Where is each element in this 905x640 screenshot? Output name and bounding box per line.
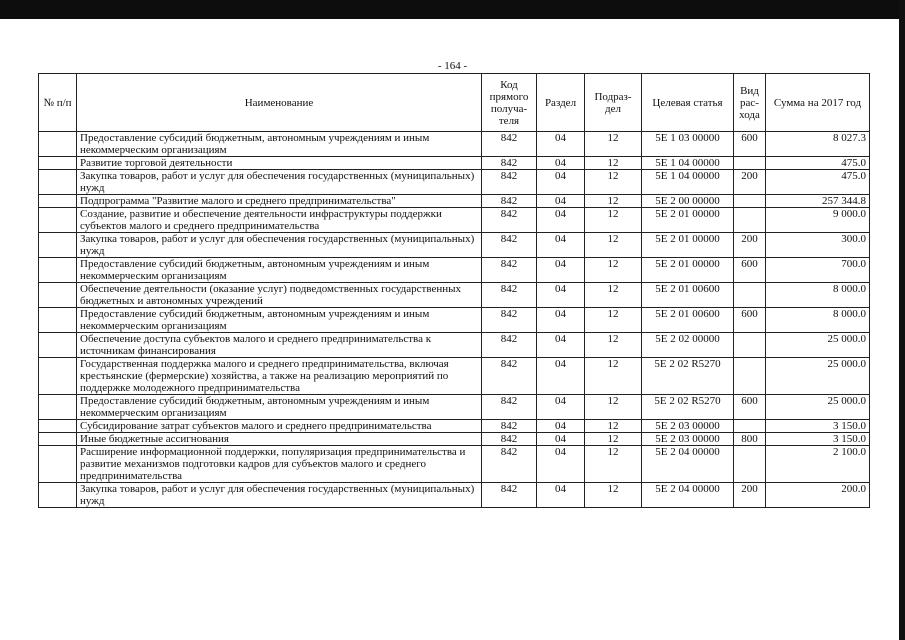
row-code: 842 — [482, 446, 537, 483]
row-sum: 8 000.0 — [766, 308, 870, 333]
table-row — [39, 358, 870, 395]
row-code: 842 — [482, 208, 537, 233]
row-code: 842 — [482, 157, 537, 170]
row-code: 842 — [482, 358, 537, 395]
row-type — [734, 358, 766, 395]
row-name: Предоставление субсидий бюджетным, автономным учреждениям и иным некоммерческим организациям — [77, 395, 482, 420]
row-sum: 200.0 — [766, 483, 870, 508]
row-type: 200 — [734, 170, 766, 195]
table-row — [39, 170, 870, 195]
row-type: 200 — [734, 233, 766, 258]
row-target: 5Е 2 02 R5270 — [642, 358, 734, 395]
table-row — [39, 433, 870, 446]
row-num — [39, 283, 77, 308]
row-target: 5Е 1 04 00000 — [642, 170, 734, 195]
row-target: 5Е 2 01 00000 — [642, 258, 734, 283]
row-code: 842 — [482, 420, 537, 433]
row-section: 04 — [537, 233, 585, 258]
row-sum: 300.0 — [766, 233, 870, 258]
row-name: Закупка товаров, работ и услуг для обеспечения государственных (муниципальных) нужд — [77, 483, 482, 508]
row-name: Предоставление субсидий бюджетным, автономным учреждениям и иным некоммерческим организациям — [77, 132, 482, 157]
row-code: 842 — [482, 132, 537, 157]
row-sum: 9 000.0 — [766, 208, 870, 233]
row-sum: 8 000.0 — [766, 283, 870, 308]
row-subsection: 12 — [585, 132, 642, 157]
row-name: Предоставление субсидий бюджетным, автономным учреждениям и иным некоммерческим организациям — [77, 258, 482, 283]
scan-top-border — [0, 0, 905, 19]
row-section: 04 — [537, 258, 585, 283]
row-target: 5Е 2 03 00000 — [642, 420, 734, 433]
table-row — [39, 208, 870, 233]
row-code: 842 — [482, 258, 537, 283]
row-target: 5Е 2 04 00000 — [642, 446, 734, 483]
row-name: Создание, развитие и обеспечение деятельности инфраструктуры поддержки субъектов малого и среднего предпринимательства — [77, 208, 482, 233]
row-num — [39, 170, 77, 195]
row-section: 04 — [537, 433, 585, 446]
row-code: 842 — [482, 283, 537, 308]
row-num — [39, 157, 77, 170]
row-section: 04 — [537, 395, 585, 420]
row-target: 5Е 2 01 00600 — [642, 308, 734, 333]
row-num — [39, 195, 77, 208]
table-row — [39, 420, 870, 433]
row-section: 04 — [537, 132, 585, 157]
row-type — [734, 333, 766, 358]
row-type: 800 — [734, 433, 766, 446]
header-num: № п/п — [39, 74, 77, 132]
row-section: 04 — [537, 446, 585, 483]
row-type — [734, 195, 766, 208]
row-section: 04 — [537, 483, 585, 508]
row-type — [734, 283, 766, 308]
row-type: 600 — [734, 308, 766, 333]
row-name: Обеспечение деятельности (оказание услуг) подведомственных государственных бюджетных и автономных учреждений — [77, 283, 482, 308]
row-section: 04 — [537, 333, 585, 358]
row-num — [39, 420, 77, 433]
row-name: Развитие торговой деятельности — [77, 157, 482, 170]
row-target: 5Е 2 01 00600 — [642, 283, 734, 308]
row-subsection: 12 — [585, 258, 642, 283]
row-section: 04 — [537, 208, 585, 233]
row-sum: 8 027.3 — [766, 132, 870, 157]
row-sum: 25 000.0 — [766, 333, 870, 358]
table-body — [39, 132, 870, 508]
row-section: 04 — [537, 308, 585, 333]
row-section: 04 — [537, 195, 585, 208]
row-target: 5Е 2 01 00000 — [642, 233, 734, 258]
row-subsection: 12 — [585, 170, 642, 195]
row-type: 600 — [734, 258, 766, 283]
row-type — [734, 208, 766, 233]
row-sum: 25 000.0 — [766, 358, 870, 395]
row-num — [39, 208, 77, 233]
row-subsection: 12 — [585, 446, 642, 483]
header-name: Наименование — [77, 74, 482, 132]
table-row — [39, 132, 870, 157]
table-row — [39, 483, 870, 508]
row-num — [39, 132, 77, 157]
row-code: 842 — [482, 195, 537, 208]
row-target: 5Е 2 01 00000 — [642, 208, 734, 233]
header-type: Вид рас-хода — [734, 74, 766, 132]
row-name: Субсидирование затрат субъектов малого и среднего предпринимательства — [77, 420, 482, 433]
table-row — [39, 157, 870, 170]
row-subsection: 12 — [585, 308, 642, 333]
row-sum: 700.0 — [766, 258, 870, 283]
row-subsection: 12 — [585, 395, 642, 420]
row-code: 842 — [482, 483, 537, 508]
row-code: 842 — [482, 433, 537, 446]
row-target: 5Е 1 03 00000 — [642, 132, 734, 157]
row-subsection: 12 — [585, 195, 642, 208]
row-name: Государственная поддержка малого и среднего предпринимательства, включая крестьянские (фермерские) хозяйства, а также на реализацию мероприятий по поддержке молодежного предпринимательства — [77, 358, 482, 395]
row-num — [39, 233, 77, 258]
header-subsection: Подраз-дел — [585, 74, 642, 132]
row-name: Расширение информационной поддержки, популяризация предпринимательства и развитие механизмов подготовки кадров для субъектов малого и среднего предпринимательства — [77, 446, 482, 483]
row-type — [734, 446, 766, 483]
row-name: Закупка товаров, работ и услуг для обеспечения государственных (муниципальных) нужд — [77, 170, 482, 195]
row-subsection: 12 — [585, 333, 642, 358]
budget-table — [38, 73, 870, 508]
row-name: Обеспечение доступа субъектов малого и среднего предпринимательства к источникам финансирования — [77, 333, 482, 358]
row-num — [39, 308, 77, 333]
table-row — [39, 233, 870, 258]
row-name: Иные бюджетные ассигнования — [77, 433, 482, 446]
row-target: 5Е 2 03 00000 — [642, 433, 734, 446]
table-row — [39, 258, 870, 283]
table-row — [39, 395, 870, 420]
row-type: 600 — [734, 132, 766, 157]
row-code: 842 — [482, 395, 537, 420]
table-row — [39, 283, 870, 308]
row-sum: 25 000.0 — [766, 395, 870, 420]
row-section: 04 — [537, 157, 585, 170]
page-number: - 164 - — [437, 60, 468, 72]
row-name: Предоставление субсидий бюджетным, автономным учреждениям и иным некоммерческим организациям — [77, 308, 482, 333]
header-code: Код прямого получа-теля — [482, 74, 537, 132]
row-type: 600 — [734, 395, 766, 420]
row-code: 842 — [482, 333, 537, 358]
header-sum: Сумма на 2017 год — [766, 74, 870, 132]
row-subsection: 12 — [585, 157, 642, 170]
row-sum: 475.0 — [766, 170, 870, 195]
row-section: 04 — [537, 420, 585, 433]
row-type — [734, 420, 766, 433]
table-row — [39, 195, 870, 208]
scan-right-border — [899, 0, 905, 640]
row-target: 5Е 2 04 00000 — [642, 483, 734, 508]
row-num — [39, 395, 77, 420]
row-subsection: 12 — [585, 433, 642, 446]
row-subsection: 12 — [585, 208, 642, 233]
row-sum: 3 150.0 — [766, 433, 870, 446]
table-row — [39, 333, 870, 358]
row-section: 04 — [537, 170, 585, 195]
row-code: 842 — [482, 170, 537, 195]
row-subsection: 12 — [585, 233, 642, 258]
row-type: 200 — [734, 483, 766, 508]
row-section: 04 — [537, 283, 585, 308]
table-row — [39, 446, 870, 483]
row-section: 04 — [537, 358, 585, 395]
row-sum: 3 150.0 — [766, 420, 870, 433]
row-target: 5Е 2 00 00000 — [642, 195, 734, 208]
row-subsection: 12 — [585, 420, 642, 433]
row-sum: 475.0 — [766, 157, 870, 170]
row-target: 5Е 1 04 00000 — [642, 157, 734, 170]
row-sum: 2 100.0 — [766, 446, 870, 483]
row-name: Закупка товаров, работ и услуг для обеспечения государственных (муниципальных) нужд — [77, 233, 482, 258]
row-code: 842 — [482, 308, 537, 333]
row-num — [39, 333, 77, 358]
row-name: Подпрограмма "Развитие малого и среднего предпринимательства" — [77, 195, 482, 208]
row-target: 5Е 2 02 R5270 — [642, 395, 734, 420]
header-section: Раздел — [537, 74, 585, 132]
header-target: Целевая статья — [642, 74, 734, 132]
row-num — [39, 258, 77, 283]
row-code: 842 — [482, 233, 537, 258]
row-sum: 257 344.8 — [766, 195, 870, 208]
row-target: 5Е 2 02 00000 — [642, 333, 734, 358]
row-subsection: 12 — [585, 483, 642, 508]
row-num — [39, 433, 77, 446]
row-subsection: 12 — [585, 358, 642, 395]
table-header-row — [39, 74, 870, 132]
row-num — [39, 358, 77, 395]
row-type — [734, 157, 766, 170]
table-row — [39, 308, 870, 333]
row-num — [39, 446, 77, 483]
row-num — [39, 483, 77, 508]
row-subsection: 12 — [585, 283, 642, 308]
